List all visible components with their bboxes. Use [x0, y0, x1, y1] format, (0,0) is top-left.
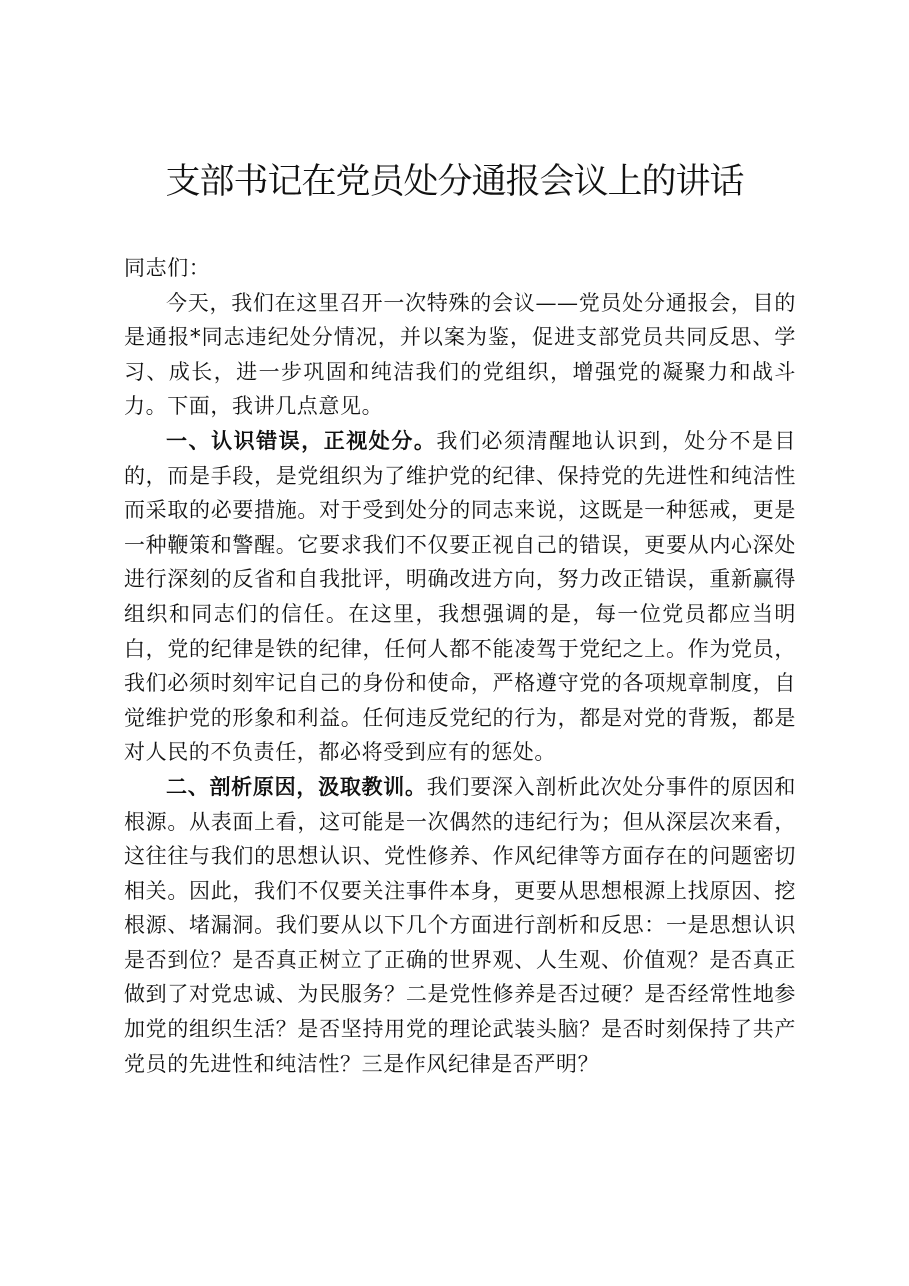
section-text-2: 我们要深入剖析此次处分事件的原因和根源。从表面上看，这可能是一次偶然的违纪行为；但从深层次来看，这往往与我们的思想认识、党性修养、作风纪律等方面存在的问题密切相关。因此，我们不仅要关注事件本身，更要从思想根源上找原因、挖根源、堵漏洞。我们要从以下几个方面进行剖析和反思：一是思想认识是否到位？是否真正树立了正确的世界观、人生观、价值观？是否真正做到了对党忠诚、为民服务？二是党性修养是否过硬？是否经常性地参加党的组织生活？是否坚持用党的理论武装头脑？是否时刻保持了共产党员的先进性和纯洁性？三是作风纪律是否严明？: [124, 774, 797, 1076]
section-heading-1: 一、认识错误，正视处分。: [166, 427, 437, 453]
intro-paragraph: 今天，我们在这里召开一次特殊的会议——党员处分通报会，目的是通报*同志违纪处分情况，并以案为鉴，促进支部党员共同反思、学习、成长，进一步巩固和纯洁我们的党组织，增强党的凝聚力和战斗力。下面，我讲几点意见。: [124, 290, 796, 419]
document-title: 支部书记在党员处分通报会议上的讲话: [165, 162, 744, 202]
document-body: [124, 251, 796, 1081]
section-paragraph-2: [124, 770, 796, 1081]
salutation: 同志们：: [124, 256, 211, 280]
section-paragraph-1: [124, 424, 796, 770]
section-heading-2: 二、剖析原因，汲取教训。: [166, 773, 427, 799]
section-text-1: 我们必须清醒地认识到，处分不是目的，而是手段，是党组织为了维护党的纪律、保持党的先进性和纯洁性而采取的必要措施。对于受到处分的同志来说，这既是一种惩戒，更是一种鞭策和警醒。它要求我们不仅要正视自己的错误，更要从内心深处进行深刻的反省和自我批评，明确改进方向，努力改正错误，重新赢得组织和同志们的信任。在这里，我想强调的是，每一位党员都应当明白，党的纪律是铁的纪律，任何人都不能凌驾于党纪之上。作为党员，我们必须时刻牢记自己的身份和使命，严格遵守党的各项规章制度，自觉维护党的形象和利益。任何违反党纪的行为，都是对党的背叛，都是对人民的不负责任，都必将受到应有的惩处。: [124, 428, 796, 765]
